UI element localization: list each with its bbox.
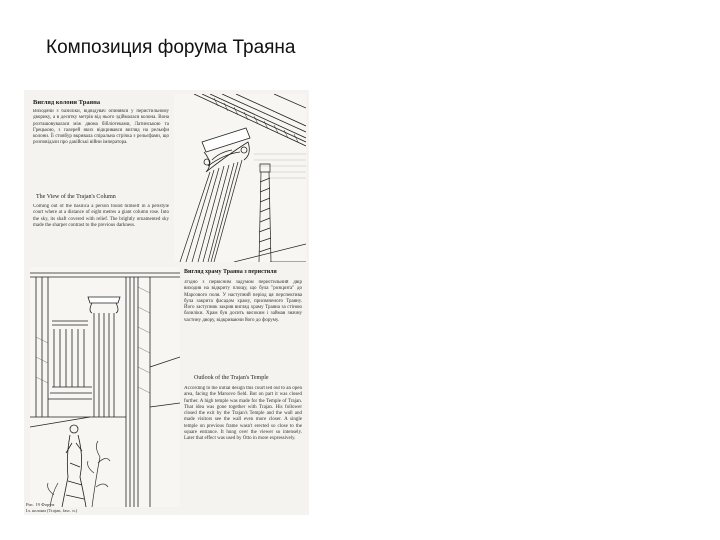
trajan-temple-illustration <box>30 267 180 507</box>
section-text-temple-view-ua: Згідно з первісним задумом перистильний двір виходив на відкриту площу, що була "розкрита" до Марсового поля. У наступний період ця перспектива була закрита фасадом храму, присвяченого Траяну. Його заступник закрив вигляд храму Траяна за стіною базиліки. Храм був досить високим і займав значну частину двору, відкриваючи його до форуму. <box>184 280 302 323</box>
trajan-column-illustration <box>174 94 306 262</box>
slide-title: Композиция форума Траяна <box>46 37 296 58</box>
figure-caption-line-2: Іл. колони (Trajan, fasc. n.) <box>26 508 78 513</box>
scanned-page <box>24 90 309 515</box>
section-heading-column-view-ua: Вигляд колони Траяна <box>33 99 101 106</box>
section-heading-column-view-en: The View of the Trajan's Column <box>36 194 116 200</box>
section-text-temple-view-en: According to the initial design this court led out to an open area, facing the Marsovo field. But on part it was closed further. A high temple was made for the Temple of Trajan. That idea was gone together with Trajan. His follower closed the exit by the Trajan's Temple and the wall and made visitors see the wall even more closer. A single temple on previous frame wasn't erected so close to the square entrance. It hung over the viewer so intensely. Later that effect was used by Otto in more expressively. <box>184 386 302 442</box>
section-text-column-view-ua: Виходячи з базиліки, відвідувач опинявся у перистильному дворику, а в десятку метрів від нього здіймалася колона. Вона розташовувалася між двома бібліотеками, Латинською та Грецькою, з галерей яких відкривався вигляд на рельєфи колони. Її стовбур вкривала спіральна стрічка з рельєфами, що розповідали про дакійські війни імператора. <box>33 109 169 146</box>
section-heading-temple-view-ua: Вигляд храму Траяна з перистиля <box>184 269 277 275</box>
figure-caption-line-1: Рис. 19 Форум <box>26 502 55 507</box>
section-text-column-view-en: Coming out of the basilica a person found himself in a peristyle court where at a distance of eight metres a giant column rose. Into the sky, its shaft covered with relief. The brightly ornamented sky made the sharper contrast to the previous darkness. <box>33 204 169 228</box>
section-heading-temple-view-en: Outlook of the Trajan's Temple <box>194 375 269 381</box>
